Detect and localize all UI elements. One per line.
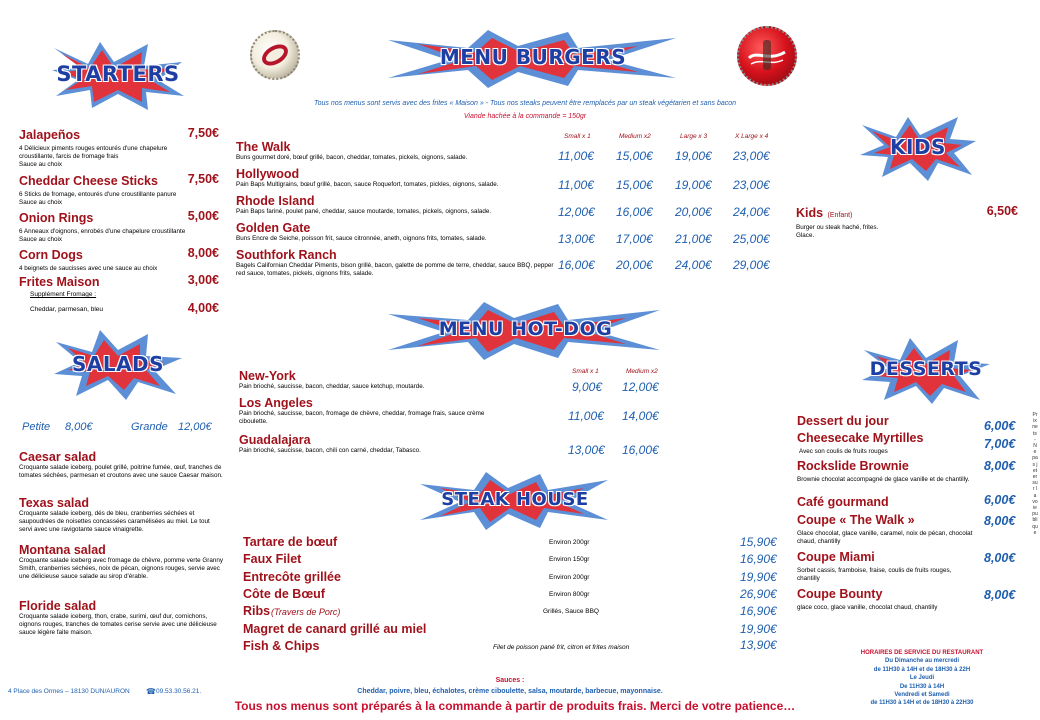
sauces-title: Sauces : [495, 677, 525, 684]
burger-price: 17,00€ [616, 232, 653, 246]
dessert-desc: glace coco, glace vanille, chocolat chaud, chantilly [797, 604, 938, 611]
starter-name: Jalapeños [19, 128, 81, 142]
hours-line: Vendredi et Samedi [894, 692, 950, 699]
steak-weight: Grillés, Sauce BBQ [543, 608, 599, 615]
banner-title: SALADS [71, 352, 165, 376]
burger-price: 24,00€ [675, 258, 712, 272]
hotdog-price: 11,00€ [568, 409, 604, 423]
burger-name: Rhode Island [236, 194, 315, 208]
salad-name: Caesar salad [19, 450, 97, 464]
dessert-name: Dessert du jour [797, 414, 889, 428]
burger-size-header: Medium x2 [619, 133, 651, 140]
steak-qualifier: (Travers de Porc) [271, 607, 341, 617]
supplement-desc: Cheddar, parmesan, bleu [30, 306, 103, 313]
burger-price: 19,00€ [675, 149, 712, 163]
salad-desc: Croquante salade iceberg, thon, crabe, surimi, œuf dur, cornichons, oignons rouges, tranches de tomates cerise servie avec une délicieuse sauce légère faite maison. [19, 613, 217, 636]
starter-name: Cheddar Cheese Sticks [19, 174, 158, 188]
steak-weight: Environ 200gr [549, 574, 590, 581]
kids-desc: Burger ou steak haché, frites. Glace. [796, 224, 879, 239]
steak-weight: Environ 200gr [549, 539, 590, 546]
starter-name: Onion Rings [19, 211, 94, 225]
hotdog-price: 13,00€ [568, 443, 605, 457]
hotdog-item [239, 369, 549, 391]
dessert-name: Cheesecake Myrtilles [797, 431, 924, 445]
side-notice: Prix nets - Ne pas jeter sur la voie publique [1032, 412, 1038, 536]
burger-price: 20,00€ [616, 258, 653, 272]
salad-item [19, 496, 224, 534]
hotdog-desc: Pain brioché, saucisse, bacon, cheddar, sauce ketchup, moutarde. [239, 383, 425, 390]
starters-banner [48, 40, 188, 112]
burger-price: 12,00€ [558, 205, 595, 219]
starter-item [19, 209, 219, 244]
dr-pepper-cap-logo [250, 30, 300, 80]
steak-weight: Filet de poisson pané frit, citron et frites maison [493, 644, 630, 651]
burger-price: 11,00€ [558, 149, 594, 163]
steak-name: Tartare de bœuf [243, 535, 338, 549]
burger-price: 19,00€ [675, 178, 712, 192]
salad-grande-label: Grande [131, 421, 168, 433]
starter-name: Frites Maison [19, 275, 100, 289]
burger-price: 11,00€ [558, 178, 594, 192]
steak-weight: Environ 150gr [549, 556, 590, 563]
hours-line: De 11H30 à 14H [899, 683, 945, 690]
dessert-name: Rockslide Brownie [797, 459, 909, 473]
dessert-desc: Brownie chocolat accompagné de glace vanille et de chantilly. [797, 476, 970, 483]
burger-name: Hollywood [236, 167, 300, 181]
salad-desc: Croquante salade iceberg, poulet grillé, poitrine fumée, œuf, tranches de tomates séchées, parmesan et croutons avec une sauce Caesar maison. [19, 464, 223, 479]
kids-banner [858, 115, 978, 181]
salad-desc: Croquante salade iceberg, dés de bleu, cranberries séchées et saupoudrées de noisettes concassées caramélisées au miel. Le tout servi avec une ravigotante sauce vinaigrette. [19, 510, 210, 533]
starter-item [19, 126, 219, 169]
kids-qualifier: (Enfant) [827, 212, 853, 219]
burger-name: The Walk [236, 140, 291, 154]
steak-name: Magret de canard grillé au miel [243, 622, 427, 636]
burgers-intro-line2: Viande hachée à la commande = 150gr [463, 113, 587, 120]
salad-petite-price: 8,00€ [65, 421, 93, 433]
hotdog-name: Guadalajara [239, 433, 311, 447]
burger-item [236, 140, 556, 162]
salad-desc: Croquante salade iceberg avec fromage de chèvre, pomme verte Granny Smith, cranberries séchées, noix de pécan, oignons rouges, servie avec une délicieuse sauce salade au sirop d'érable. [19, 557, 224, 580]
burger-price: 16,00€ [558, 258, 595, 272]
kids-price: 6,50€ [986, 204, 1018, 218]
steak-name: Entrecôte grillée [243, 570, 341, 584]
burger-size-header: X Large x 4 [735, 133, 769, 140]
starter-item [19, 273, 219, 291]
starter-desc: 4 Délicieux piments rouges entourés d'une chapelure croustillante, farcis de fromage frais Sauce au choix [19, 145, 168, 168]
starter-desc: 4 beignets de saucisses avec une sauce au choix [19, 265, 158, 272]
starter-item [19, 172, 219, 207]
steak-price: 19,90€ [740, 570, 777, 584]
dessert-price: 6,00€ [984, 493, 1016, 507]
dessert-desc: Glace chocolat, glace vanille, caramel, noix de pécan, chocolat chaud, chantilly [797, 530, 973, 545]
burger-desc: Pain Baps Multigrains, bœuf grillé, bacon, sauce Roquefort, tomates, pickles, oignons, salade. [236, 181, 499, 188]
phone-number: 09.53.30.56.21. [156, 688, 202, 695]
dessert-price: 6,00€ [984, 419, 1016, 433]
dessert-price: 8,00€ [984, 514, 1016, 528]
burger-item [236, 221, 556, 243]
burger-price: 23,00€ [733, 178, 770, 192]
coca-cola-cap-logo [737, 26, 797, 86]
hours-title: HORAIRES DE SERVICE DU RESTAURANT [860, 650, 984, 656]
burger-price: 23,00€ [733, 149, 770, 163]
salads-banner [52, 330, 184, 400]
banner-title: STARTERS [56, 62, 180, 86]
steak-price: 26,90€ [740, 587, 777, 601]
steak-price: 16,90€ [740, 552, 777, 566]
hotdog-name: Los Angeles [239, 396, 313, 410]
starter-price: 3,00€ [187, 273, 219, 287]
burger-size-header: Small x 1 [564, 133, 591, 140]
salad-name: Floride salad [19, 599, 97, 613]
salad-name: Texas salad [19, 496, 89, 510]
banner-title: KIDS [890, 135, 946, 159]
dessert-price: 8,00€ [984, 459, 1016, 473]
burger-size-header: Large x 3 [680, 133, 708, 140]
hours-line: de 11H30 à 14H et de 18H30 à 22H [873, 666, 971, 673]
burger-item [236, 248, 556, 278]
burger-price: 13,00€ [558, 232, 595, 246]
steak-price: 19,90€ [740, 622, 777, 636]
starter-price: 5,00€ [187, 209, 219, 223]
burgers-intro-line1: Tous nos menus sont servis avec des frites « Maison » - Tous nos steaks peuvent être remplacés par un steak végétarien et sans bacon [313, 100, 737, 107]
hotdog-name: New-York [239, 369, 296, 383]
slogan: Tous nos menus sont préparés à la commande à partir de produits frais. Merci de votre patience… [234, 699, 796, 713]
burger-price: 16,00€ [616, 205, 653, 219]
dessert-desc: Avec son coulis de fruits rouges [799, 448, 888, 455]
banner-title: STEAK HOUSE [441, 489, 589, 510]
hotdog-price: 12,00€ [622, 380, 659, 394]
banner-title: MENU BURGERS [439, 45, 627, 69]
steak-weight: Environ 800gr [549, 591, 590, 598]
burger-item [236, 167, 556, 189]
desserts-banner [860, 338, 992, 404]
burger-price: 25,00€ [733, 232, 770, 246]
burger-price: 29,00€ [733, 258, 770, 272]
steak-price: 15,90€ [740, 535, 777, 549]
burger-price: 21,00€ [675, 232, 712, 246]
dessert-price: 8,00€ [984, 588, 1016, 602]
dessert-name: Coupe Miami [797, 550, 875, 564]
hours-line: Du Dimanche au mercredi [884, 658, 960, 665]
hours-line: Le Jeudi [909, 675, 935, 682]
address: 4 Place des Ormes – 18130 DUN/AURON [8, 688, 130, 695]
hotdog-size-header: Small x 1 [572, 368, 599, 375]
salad-item [19, 599, 224, 637]
steak-name: Ribs [243, 604, 271, 618]
dessert-name: Café gourmand [797, 495, 889, 509]
hours-line: de 11H30 à 14H et de 18H30 à 22H30 [870, 700, 974, 707]
hotdog-desc: Pain brioché, saucisse, bacon, chili con carné, cheddar, Tabasco. [239, 447, 421, 454]
hotdog-item [239, 396, 549, 426]
starter-price: 7,50€ [187, 172, 219, 186]
salad-name: Montana salad [19, 543, 106, 557]
steak-name: Fish & Chips [243, 639, 320, 653]
starter-price: 8,00€ [187, 246, 219, 260]
burger-name: Golden Gate [236, 221, 311, 235]
dessert-name: Coupe « The Walk » [797, 513, 915, 527]
burger-desc: Buns gourmet doré, bœuf grillé, bacon, cheddar, tomates, pickels, oignons, salade. [236, 154, 468, 161]
steak-house-banner [420, 472, 610, 530]
supplement-price: 4,00€ [187, 301, 219, 315]
hotdog-size-header: Medium x2 [626, 368, 658, 375]
starter-desc: 6 Sticks de fromage, entourés d'une croustillante panure Sauce au choix [19, 191, 177, 206]
hotdog-price: 14,00€ [622, 409, 659, 423]
steak-price: 13,90€ [740, 638, 777, 652]
dessert-name: Coupe Bounty [797, 587, 883, 601]
dessert-price: 8,00€ [984, 551, 1016, 565]
hotdog-item [239, 433, 549, 455]
burger-price: 24,00€ [733, 205, 770, 219]
menu-burgers-banner [388, 30, 678, 88]
kids-item [796, 204, 1018, 240]
hotdog-price: 16,00€ [622, 443, 659, 457]
steak-name: Côte de Bœuf [243, 587, 325, 601]
burger-name: Southfork Ranch [236, 248, 337, 262]
sauces-list: Cheddar, poivre, bleu, échalotes, crème ciboulette, salsa, moutarde, barbecue, mayonnaise. [357, 688, 663, 695]
burger-price: 20,00€ [675, 205, 712, 219]
salad-petite-label: Petite [22, 421, 51, 433]
salad-grande-price: 12,00€ [178, 421, 212, 433]
hotdog-price: 9,00€ [572, 380, 603, 394]
dessert-desc: Sorbet cassis, framboise, fraise, coulis de fruits rouges, chantilly [797, 567, 952, 582]
steak-price: 16,90€ [740, 604, 777, 618]
starter-desc: 6 Anneaux d'oignons, enrobés d'une chapelure croustillante Sauce au choix [19, 228, 186, 243]
dessert-price: 7,00€ [984, 437, 1016, 451]
starter-price: 7,50€ [187, 126, 219, 140]
starter-name: Corn Dogs [19, 248, 83, 262]
burger-price: 15,00€ [616, 178, 653, 192]
salad-item [19, 450, 224, 480]
burger-desc: Buns Encre de Seiche, poisson frit, sauce citronnée, aneth, oignons frits, tomates, salade. [236, 235, 487, 242]
steak-name: Faux Filet [243, 552, 302, 566]
burger-item [236, 194, 556, 216]
burger-desc: Bagels Californian Cheddar Piments, bison grillé, bacon, galette de pomme de terre, cheddar, sauce BBQ, pepper red sauce, tomates, pickels, oignons frits, salade. [236, 262, 554, 277]
burger-desc: Pain Baps fariné, poulet pané, cheddar, sauce moutarde, tomates, pickels, oignons, salade. [236, 208, 492, 215]
salad-item [19, 543, 224, 581]
menu-hot-dog-banner [388, 302, 663, 360]
kids-name: Kids [796, 206, 824, 220]
banner-title: MENU HOT-DOG [438, 318, 613, 340]
supplement-label: Supplément Fromage : [30, 291, 97, 298]
banner-title: DESSERTS [869, 358, 983, 380]
burger-price: 15,00€ [616, 149, 653, 163]
opening-hours [832, 649, 1012, 708]
phone-icon: ☎ [146, 687, 156, 696]
starter-item [19, 246, 219, 273]
hotdog-desc: Pain brioché, saucisse, bacon, fromage de chèvre, cheddar, fromage frais, sauce crème ciboulette. [239, 410, 485, 425]
